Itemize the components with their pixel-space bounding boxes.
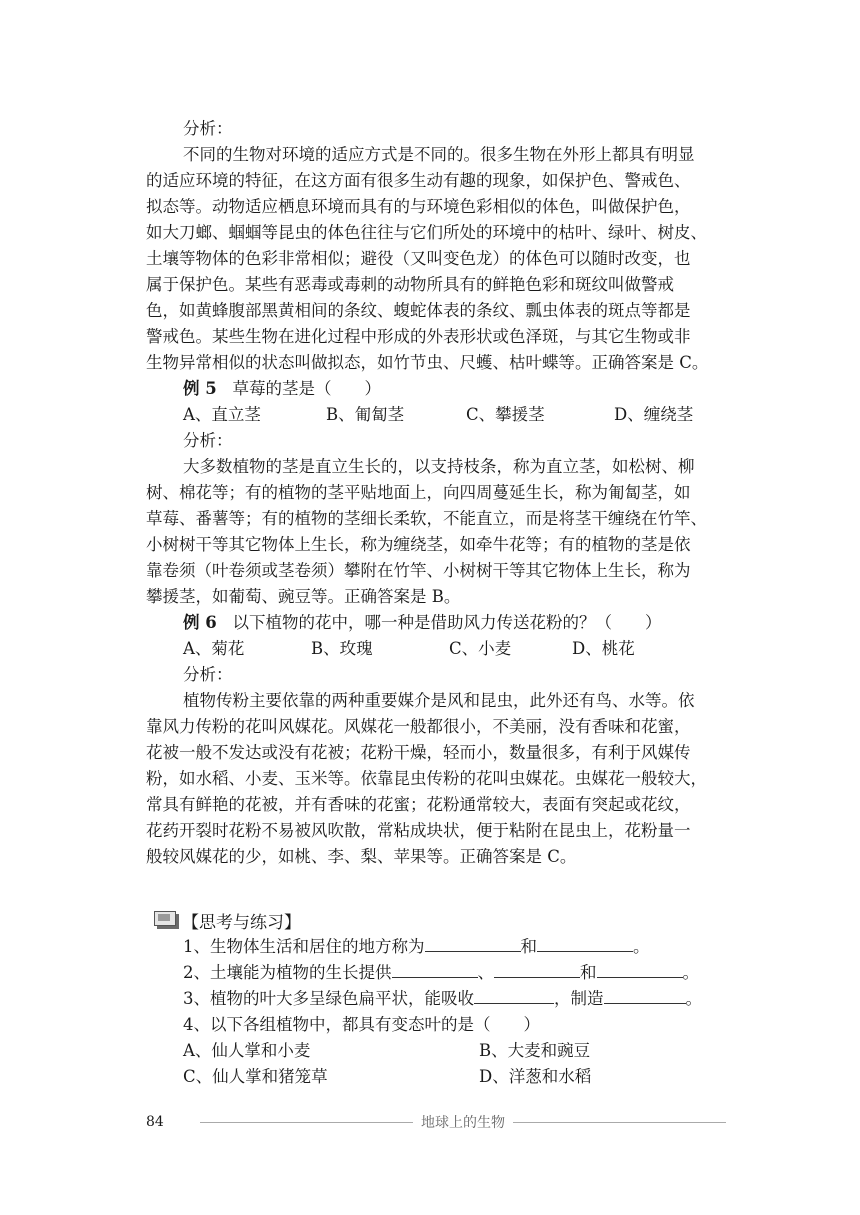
q3-text-b: ，制造 bbox=[554, 989, 604, 1008]
paragraph-line: 树、棉花等；有的植物的茎平贴地面上，向四周蔓延生长，称为匍匐茎，如 bbox=[146, 483, 691, 502]
example-5-tag: 例 5 bbox=[183, 379, 217, 398]
practice-question-3 bbox=[146, 986, 722, 1012]
answer-blank[interactable] bbox=[425, 937, 521, 952]
answer-blank[interactable] bbox=[474, 989, 554, 1004]
answer-blank[interactable] bbox=[494, 963, 580, 978]
answer-blank[interactable] bbox=[392, 963, 478, 978]
paragraph-line: 花被一般不发达或没有花被；花粉干燥，轻而小，数量很多，有利于风媒传 bbox=[146, 743, 691, 762]
option-b: B、大麦和豌豆 bbox=[479, 1041, 591, 1060]
q3-text-a: 3、植物的叶大多呈绿色扁平状，能吸收 bbox=[183, 989, 474, 1008]
paragraph-line: 草莓、番薯等；有的植物的茎细长柔软，不能直立，而是将茎干缠绕在竹竿、 bbox=[146, 509, 707, 528]
option-c: C、小麦 bbox=[449, 639, 512, 658]
footer-rule-right bbox=[513, 1122, 726, 1123]
analysis-label: 分析： bbox=[183, 431, 233, 450]
answer-blank[interactable] bbox=[597, 963, 683, 978]
analysis-label: 分析： bbox=[183, 665, 233, 684]
example-5-text: 草莓的茎是（ ） bbox=[232, 379, 381, 398]
q1-text-a: 1、生物体生活和居住的地方称为 bbox=[183, 937, 425, 956]
paragraph-line: 土壤等物体的色彩非常相似；避役（又叫变色龙）的体色可以随时改变，也 bbox=[146, 249, 691, 268]
paragraph-line: 的适应环境的特征，在这方面有很多生动有趣的现象，如保护色、警戒色、 bbox=[146, 171, 691, 190]
q2-text-a: 2、土壤能为植物的生长提供 bbox=[183, 963, 392, 982]
analysis-label: 分析： bbox=[183, 119, 233, 138]
paragraph-line: 生物异常相似的状态叫做拟态，如竹节虫、尺蠖、枯叶蝶等。正确答案是 C。 bbox=[146, 353, 709, 372]
paragraph-line: 粉，如水稻、小麦、玉米等。依靠昆虫传粉的花叫虫媒花。虫媒花一般较大， bbox=[146, 769, 707, 788]
page-footer bbox=[146, 1112, 726, 1132]
paragraph-line: 植物传粉主要依靠的两种重要媒介是风和昆虫，此外还有鸟、水等。依 bbox=[183, 691, 695, 710]
option-c: C、攀援茎 bbox=[466, 405, 545, 424]
q1-text-b: 和 bbox=[520, 937, 537, 956]
section-spacer bbox=[146, 870, 722, 906]
practice-question-4: 4、以下各组植物中，都具有变态叶的是（ ） bbox=[183, 1015, 540, 1034]
paragraph-line: 攀援茎，如葡萄、豌豆等。正确答案是 B。 bbox=[146, 587, 461, 606]
paragraph-line: 花药开裂时花粉不易被风吹散，常粘成块状，便于粘附在昆虫上，花粉量一 bbox=[146, 821, 691, 840]
book-icon bbox=[154, 911, 180, 929]
content-column bbox=[146, 116, 722, 1090]
option-d: D、缠绕茎 bbox=[614, 405, 694, 424]
example-6-text: 以下植物的花中，哪一种是借助风力传送花粉的？（ ） bbox=[232, 613, 662, 632]
paragraph-line: 大多数植物的茎是直立生长的，以支持枝条，称为直立茎，如松树、柳 bbox=[183, 457, 695, 476]
option-a: A、菊花 bbox=[183, 639, 245, 658]
example-6-tag: 例 6 bbox=[183, 613, 217, 632]
paragraph-line: 属于保护色。某些有恶毒或毒刺的动物所具有的鲜艳色彩和斑纹叫做警戒 bbox=[146, 275, 674, 294]
footer-rule-left bbox=[200, 1122, 413, 1123]
option-a: A、仙人掌和小麦 bbox=[183, 1041, 311, 1060]
practice-question-4-options-row-2 bbox=[146, 1064, 722, 1090]
paragraph-line: 不同的生物对环境的适应方式是不同的。很多生物在外形上都具有明显 bbox=[183, 145, 695, 164]
practice-section-header bbox=[154, 906, 722, 934]
q2-text-d: 。 bbox=[682, 963, 699, 982]
paragraph-line: 靠卷须（叶卷须或茎卷须）攀附在竹竿、小树树干等其它物体上生长，称为 bbox=[146, 561, 691, 580]
example-5-question bbox=[146, 376, 722, 402]
paragraph-line: 如大刀螂、蝈蝈等昆虫的体色往往与它们所处的环境中的枯叶、绿叶、树皮、 bbox=[146, 223, 707, 242]
option-b: B、玫瑰 bbox=[311, 639, 373, 658]
option-a: A、直立茎 bbox=[183, 405, 261, 424]
option-c: C、仙人掌和猪笼草 bbox=[183, 1067, 328, 1086]
practice-question-1 bbox=[146, 934, 722, 960]
option-d: D、桃花 bbox=[572, 639, 635, 658]
example-6-options bbox=[146, 636, 722, 662]
paragraph-line: 小树树干等其它物体上生长，称为缠绕茎，如牵牛花等；有的植物的茎是依 bbox=[146, 535, 691, 554]
answer-blank[interactable] bbox=[604, 989, 686, 1004]
q3-text-c: 。 bbox=[685, 989, 702, 1008]
option-d: D、洋葱和水稻 bbox=[479, 1067, 592, 1086]
q2-text-b: 、 bbox=[477, 963, 494, 982]
paragraph-line: 靠风力传粉的花叫风媒花。风媒花一般都很小，不美丽，没有香味和花蜜， bbox=[146, 717, 691, 736]
practice-question-4-options-row-1 bbox=[146, 1038, 722, 1064]
paragraph-line: 般较风媒花的少，如桃、李、梨、苹果等。正确答案是 C。 bbox=[146, 847, 577, 866]
example-5-options bbox=[146, 402, 722, 428]
paragraph-line: 拟态等。动物适应栖息环境而具有的与环境色彩相似的体色，叫做保护色， bbox=[146, 197, 691, 216]
answer-blank[interactable] bbox=[537, 937, 633, 952]
example-6-question bbox=[146, 610, 722, 636]
practice-title: 【思考与练习】 bbox=[182, 912, 301, 933]
option-b: B、匍匐茎 bbox=[326, 405, 405, 424]
paragraph-line: 警戒色。某些生物在进化过程中形成的外表形状或色泽斑，与其它生物或非 bbox=[146, 327, 691, 346]
q2-text-c: 和 bbox=[580, 963, 597, 982]
practice-question-2 bbox=[146, 960, 722, 986]
q1-text-c: 。 bbox=[633, 937, 650, 956]
footer-book-title: 地球上的生物 bbox=[421, 1115, 505, 1131]
page-number: 84 bbox=[146, 1114, 164, 1130]
paragraph-line: 常具有鲜艳的花被，并有香味的花蜜；花粉通常较大，表面有突起或花纹， bbox=[146, 795, 691, 814]
paragraph-line: 色，如黄蜂腹部黑黄相间的条纹、蝮蛇体表的条纹、瓢虫体表的斑点等都是 bbox=[146, 301, 691, 320]
